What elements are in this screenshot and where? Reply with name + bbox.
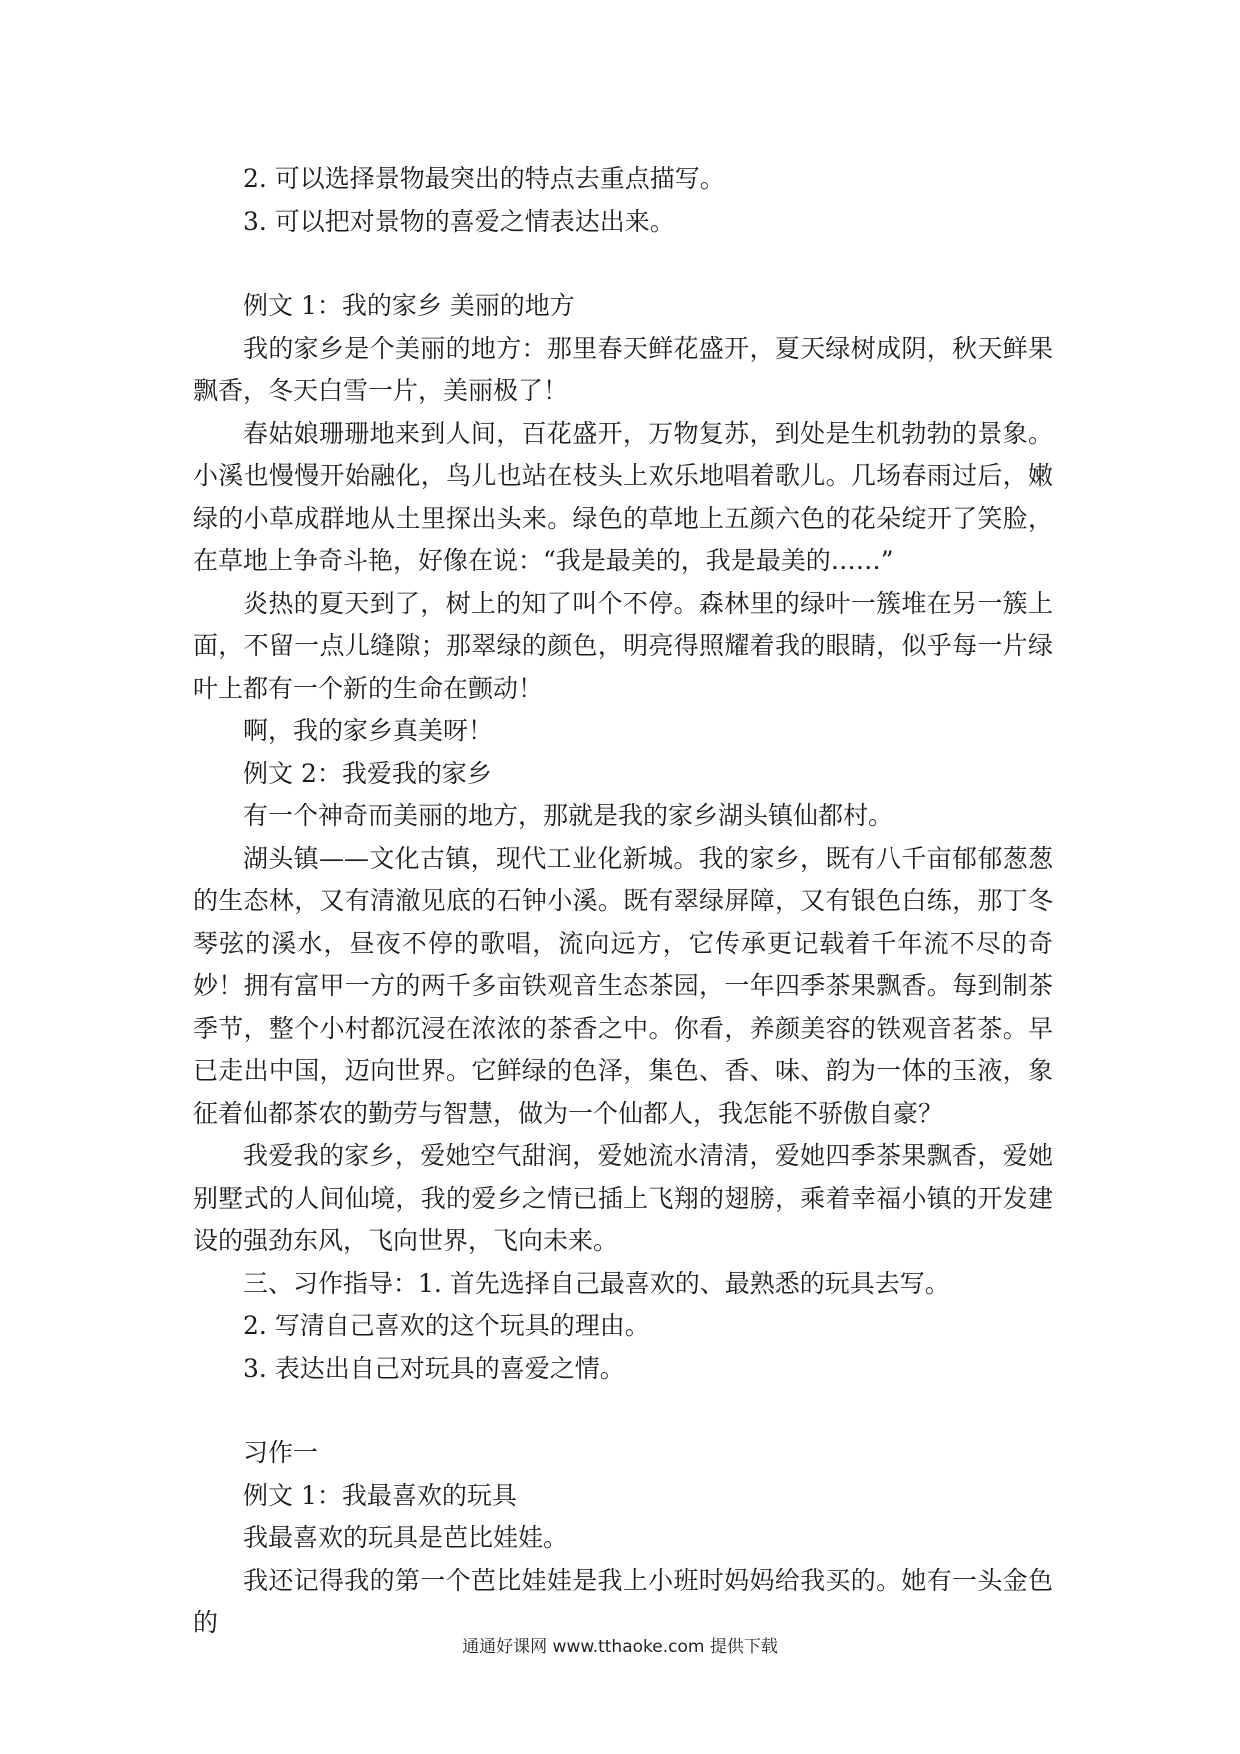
paragraph: 啊，我的家乡真美呀！ [243, 716, 494, 745]
paragraph: 有一个神奇而美丽的地方，那就是我的家乡湖头镇仙都村。 [243, 801, 894, 830]
paragraph: 湖头镇——文化古镇，现代工业化新城。我的家乡，既有八千亩郁郁葱葱的生态林，又有清澈见底的石钟小溪。既有翠绿屏障，又有银色白练，那丁冬琴弦的溪水，昼夜不停的歌唱，流向远方，它传承更记载着千年流不尽的奇妙！拥有富甲一方的两千多亩铁观音生态茶园，一年四季茶果飘香。每到制茶季节，整个小村都沉浸在浓浓的茶香之中。你看，养颜美容的铁观音茗茶。早已走出中国，迈向世界。它鲜绿的色泽，集色、香、味、韵为一体的玉液，象征着仙都茶农的勤劳与智慧，做为一个仙都人，我怎能不骄傲自豪？ [193, 843, 1053, 1128]
example-heading: 例文 2：我爱我的家乡 [243, 758, 492, 788]
paragraph: 我爱我的家乡，爱她空气甜润，爱她流水清清，爱她四季茶果飘香，爱她别墅式的人间仙境，我的爱乡之情已插上飞翔的翅膀，乘着幸福小镇的开发建设的强劲东风，飞向世界，飞向未来。 [193, 1141, 1053, 1255]
paragraph: 我还记得我的第一个芭比娃娃是我上小班时妈妈给我买的。她有一头金色的 [193, 1565, 1053, 1637]
example-heading: 例文 1：我的家乡 美丽的地方 [243, 291, 575, 320]
example-heading: 例文 1：我最喜欢的玩具 [243, 1480, 517, 1510]
paragraph: 春姑娘珊珊地来到人间，百花盛开，万物复苏，到处是生机勃勃的景象。小溪也慢慢开始融化，鸟儿也站在枝头上欢乐地唱着歌儿。几场春雨过后，嫩绿的小草成群地从土里探出头来。绿色的草地上五颜六色的花朵绽开了笑脸，在草地上争奇斗艳，好像在说：“我是最美的，我是最美的……” [193, 418, 1053, 575]
paragraph: 炎热的夏天到了，树上的知了叫个不停。森林里的绿叶一簇堆在另一簇上面，不留一点儿缝隙；那翠绿的颜色，明亮得照耀着我的眼睛，似乎每一片绿叶上都有一个新的生命在颤动！ [193, 588, 1053, 703]
paragraph: 2. 写清自己喜欢的这个玩具的理由。 [243, 1311, 650, 1340]
document-body [193, 158, 1053, 1645]
paragraph: 我的家乡是个美丽的地方：那里春天鲜花盛开，夏天绿树成阴，秋天鲜果飘香，冬天白雪一片，美丽极了！ [193, 333, 1053, 405]
paragraph: 3. 表达出自己对玩具的喜爱之情。 [243, 1353, 625, 1383]
section-heading: 三、习作指导：1. 首先选择自己最喜欢的、最熟悉的玩具去写。 [243, 1268, 950, 1298]
page-footer: 通通好课网 www.tthaoke.com 提供下载 [462, 1637, 778, 1657]
paragraph: 2. 可以选择景物最突出的特点去重点描写。 [243, 164, 725, 193]
paragraph: 3. 可以把对景物的喜爱之情表达出来。 [243, 206, 675, 236]
paragraph: 我最喜欢的玩具是芭比娃娃。 [243, 1523, 569, 1552]
blank-line [193, 243, 1053, 285]
section-heading: 习作一 [243, 1438, 319, 1467]
blank-line [193, 1390, 1053, 1432]
